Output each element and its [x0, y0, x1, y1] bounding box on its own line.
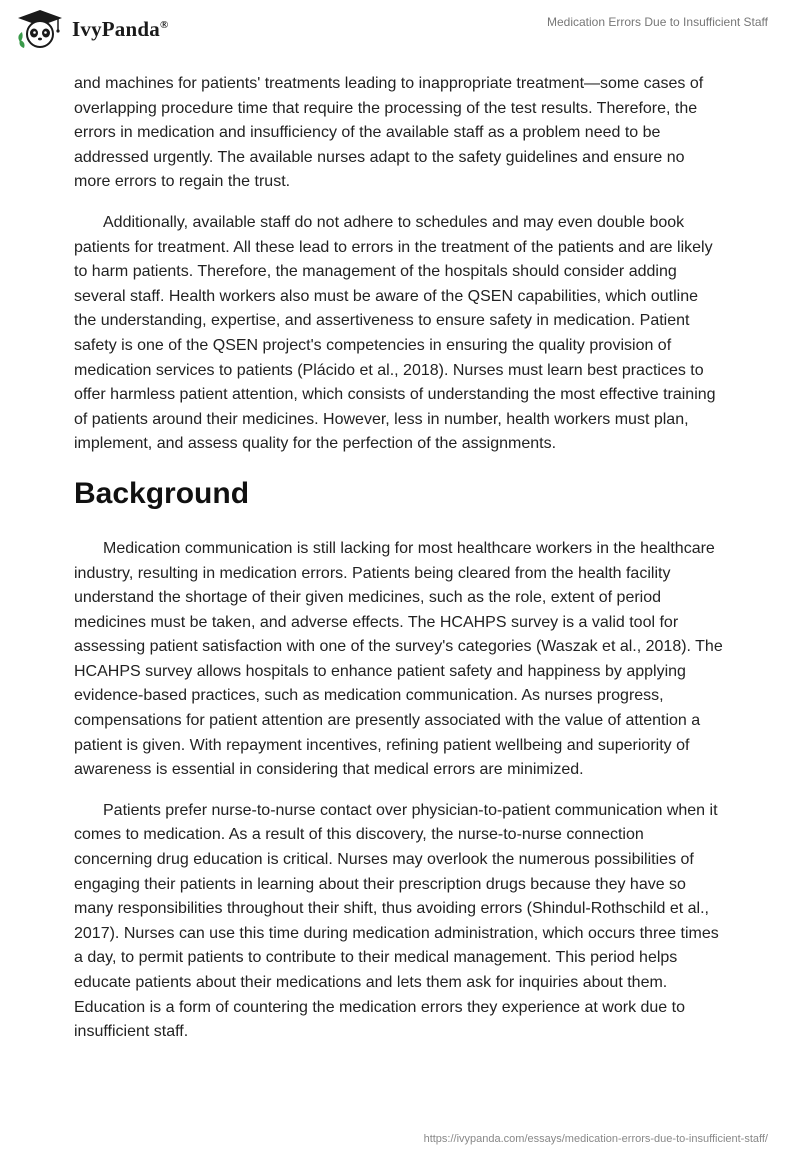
source-url[interactable]: https://ivypanda.com/essays/medication-errors-due-to-insufficient-staff/: [423, 1133, 768, 1145]
brand-name: IvyPanda®: [72, 16, 169, 41]
document-title: Medication Errors Due to Insufficient Staff: [547, 15, 768, 29]
logo[interactable]: [14, 8, 168, 50]
panda-logo-icon: [14, 8, 66, 50]
page-header: [0, 0, 800, 70]
paragraph-2: Additionally, available staff do not adhere to schedules and may even double book patients for treatment. All these lead to errors in the treatment of the patients and are likely to harm patients. Therefore, the management of the hospitals should consider adding several staff. Health workers also must be aware of the QSEN capabilities, which outline the understanding, expertise, and assertiveness to ensure safety in medication. Patient safety is one of the QSEN project's competencies in ensuring the quality provision of medication services to patients (Plácido et al., 2018). Nurses must learn best practices to offer harmless patient attention, which consists of understanding the most effective training of patients around their medicines. However, less in number, health workers must plan, implement, and assess quality for the perfection of the assignments.: [74, 213, 716, 453]
paragraph-3: Medication communication is still lacking for most healthcare workers in the healthcare industry, resulting in medication errors. Patients being cleared from the health facility understand the shortage of their given medicines, such as the role, extent of period medicines must be taken, and adverse effects. The HCAHPS survey is a valid tool for assessing patient satisfaction with one of the survey's categories (Waszak et al., 2018). The HCAHPS survey allows hospitals to enhance patient safety and happiness by applying evidence-based practices, such as medication communication. As nurses progress, compensations for patient attention are presently associated with the value of attention a patient is given. With repayment incentives, refining patient wellbeing and superiority of awareness is essential in considering that medical errors are minimized.: [74, 539, 723, 779]
paragraph-4: Patients prefer nurse-to-nurse contact over physician-to-patient communication when it comes to medication. As a result of this discovery, the nurse-to-nurse connection concerning drug education is critical. Nurses may overlook the numerous possibilities of engaging their patients in learning about their prescription drugs because they have so many responsibilities throughout their shift, thus avoiding errors (Shindul-Rothschild et al., 2017). Nurses can use this time during medication administration, which occurs three times a day, to permit patients to contribute to their medical management. This period helps educate patients about their medications and lets them ask for inquiries about them. Education is a form of countering the medication errors they experience at work due to insufficient staff.: [74, 801, 719, 1041]
paragraph-1: and machines for patients' treatments leading to inappropriate treatment—some cases of overlapping procedure time that require the processing of the test results. Therefore, the errors in medication and insufficiency of the available staff as a problem need to be addressed urgently. The available nurses adapt to the safety guidelines and ensure no more errors to regain the trust.: [74, 75, 704, 191]
essay-content: [74, 72, 724, 1061]
section-heading-background: Background: [74, 476, 250, 510]
